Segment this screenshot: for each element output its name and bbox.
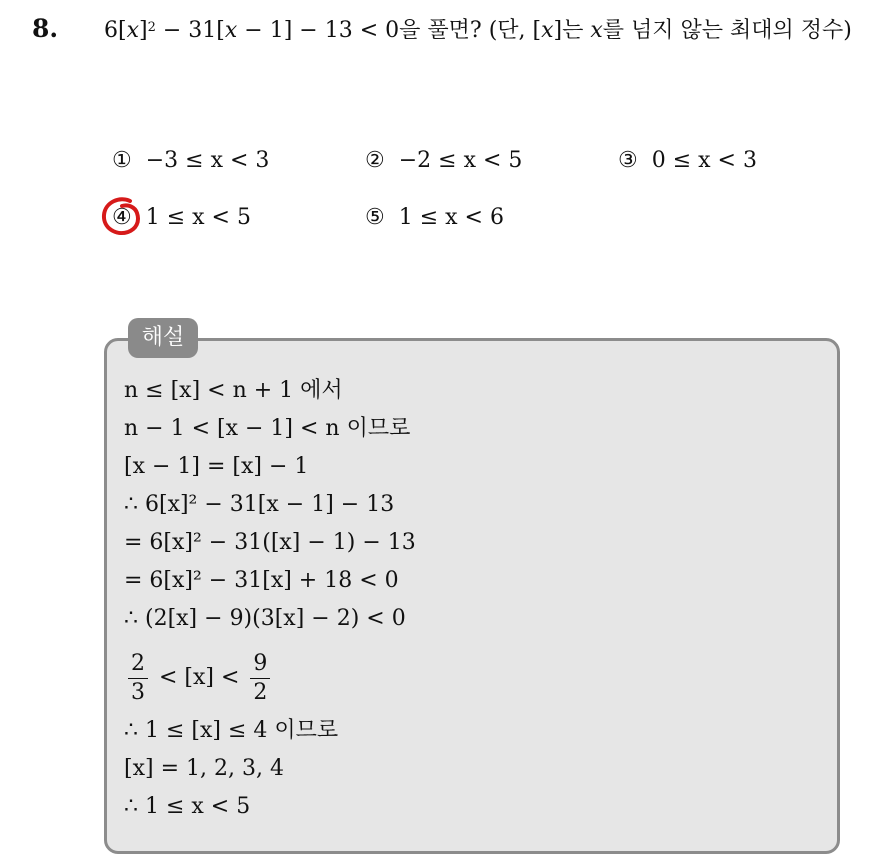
solution-line: [x] = 1, 2, 3, 4: [124, 756, 284, 781]
question-number: 8.: [32, 14, 59, 43]
answer-circle-mark: [100, 194, 144, 238]
solution-line: = 6[x]² − 31[x] + 18 < 0: [124, 568, 399, 593]
choice-5[interactable]: ⑤ 1 ≤ x < 6: [365, 205, 504, 230]
solution-line: n ≤ [x] < n + 1 에서: [124, 378, 343, 403]
choice-4[interactable]: ④ 1 ≤ x < 5: [112, 205, 251, 230]
solution-line: [x − 1] = [x] − 1: [124, 454, 309, 479]
solution-line: ∴ 1 ≤ [x] ≤ 4 이므로: [124, 718, 339, 743]
choice-1[interactable]: ① −3 ≤ x < 3: [112, 148, 270, 173]
solution-line: n − 1 < [x − 1] < n 이므로: [124, 416, 411, 441]
choice-3[interactable]: ③ 0 ≤ x < 3: [618, 148, 757, 173]
solution-line: = 6[x]² − 31([x] − 1) − 13: [124, 530, 416, 555]
solution-label: 해설: [128, 318, 198, 358]
solution-line: ∴ 6[x]² − 31[x − 1] − 13: [124, 492, 395, 517]
solution-fraction-line: $\frac{2}{3}$ < [x] < $\frac{9}{2}$: [124, 648, 274, 708]
question-text: $6[x]^2 - 31[x - 1] - 13 < 0$을 풀면? (단, [x]는 x를 넘지 않는 최대의 정수): [104, 18, 852, 43]
fraction-right: $\frac{9}{2}$: [250, 653, 270, 704]
solution-line: ∴ (2[x] − 9)(3[x] − 2) < 0: [124, 606, 406, 631]
solution-line: ∴ 1 ≤ x < 5: [124, 794, 251, 819]
choice-2[interactable]: ② −2 ≤ x < 5: [365, 148, 523, 173]
fraction-left: $\frac{2}{3}$: [128, 653, 148, 704]
